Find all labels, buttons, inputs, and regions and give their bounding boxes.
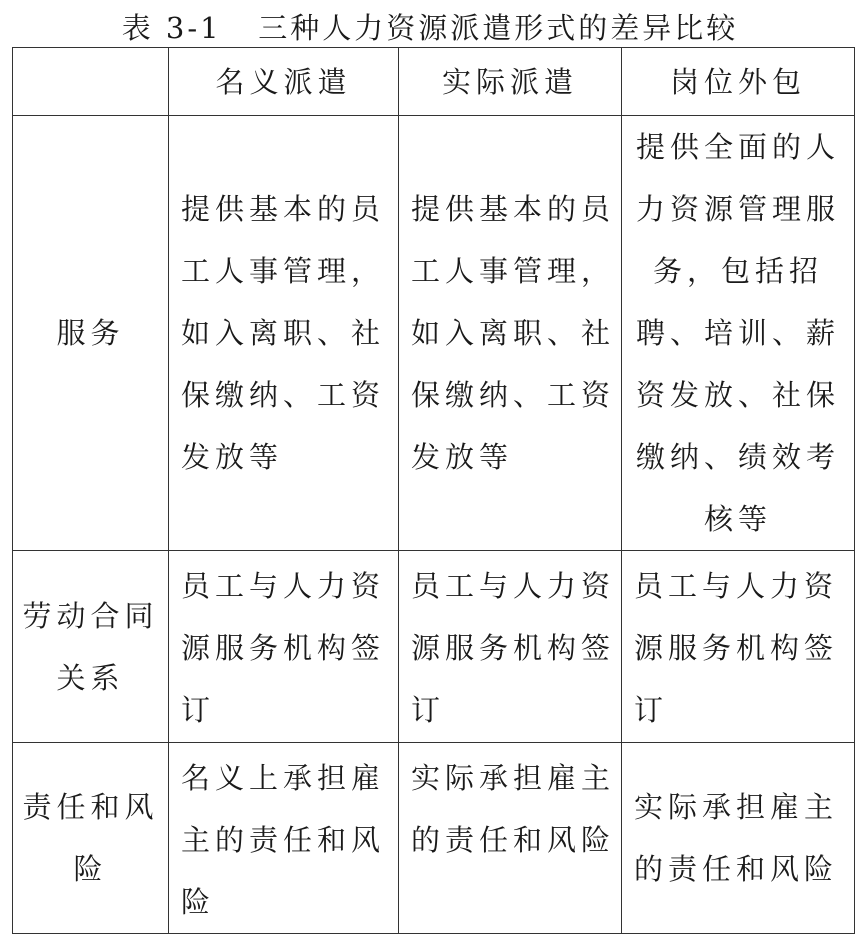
cell-contract-outsourcing: 员工与人力资源服务机构签订 <box>622 551 855 743</box>
row-label-service: 服务 <box>13 116 169 551</box>
cell-contract-nominal: 员工与人力资源服务机构签订 <box>169 551 399 743</box>
header-actual-dispatch: 实际派遣 <box>399 48 622 116</box>
row-label-risk: 责任和风险 <box>13 743 169 934</box>
table-row-risk <box>13 743 855 934</box>
header-position-outsourcing: 岗位外包 <box>622 48 855 116</box>
header-nominal-dispatch: 名义派遣 <box>169 48 399 116</box>
cell-risk-nominal: 名义上承担雇主的责任和风险 <box>169 743 399 934</box>
cell-service-actual: 提供基本的员工人事管理，如入离职、社保缴纳、工资发放等 <box>399 116 622 551</box>
table-row-service <box>13 116 855 551</box>
cell-risk-outsourcing: 实际承担雇主的责任和风险 <box>622 743 855 934</box>
table-header-row <box>13 48 855 116</box>
header-corner-cell <box>13 48 169 116</box>
cell-service-outsourcing: 提供全面的人力资源管理服务，包括招聘、培训、薪资发放、社保缴纳、绩效考核等 <box>622 116 855 551</box>
table-row-contract <box>13 551 855 743</box>
cell-risk-actual: 实际承担雇主的责任和风险 <box>399 743 622 934</box>
cell-service-nominal: 提供基本的员工人事管理，如入离职、社保缴纳、工资发放等 <box>169 116 399 551</box>
comparison-table <box>12 47 855 934</box>
cell-contract-actual: 员工与人力资源服务机构签订 <box>399 551 622 743</box>
table-caption: 表 3-1 三种人力资源派遣形式的差异比较 <box>121 11 739 45</box>
row-label-contract: 劳动合同关系 <box>13 551 169 743</box>
